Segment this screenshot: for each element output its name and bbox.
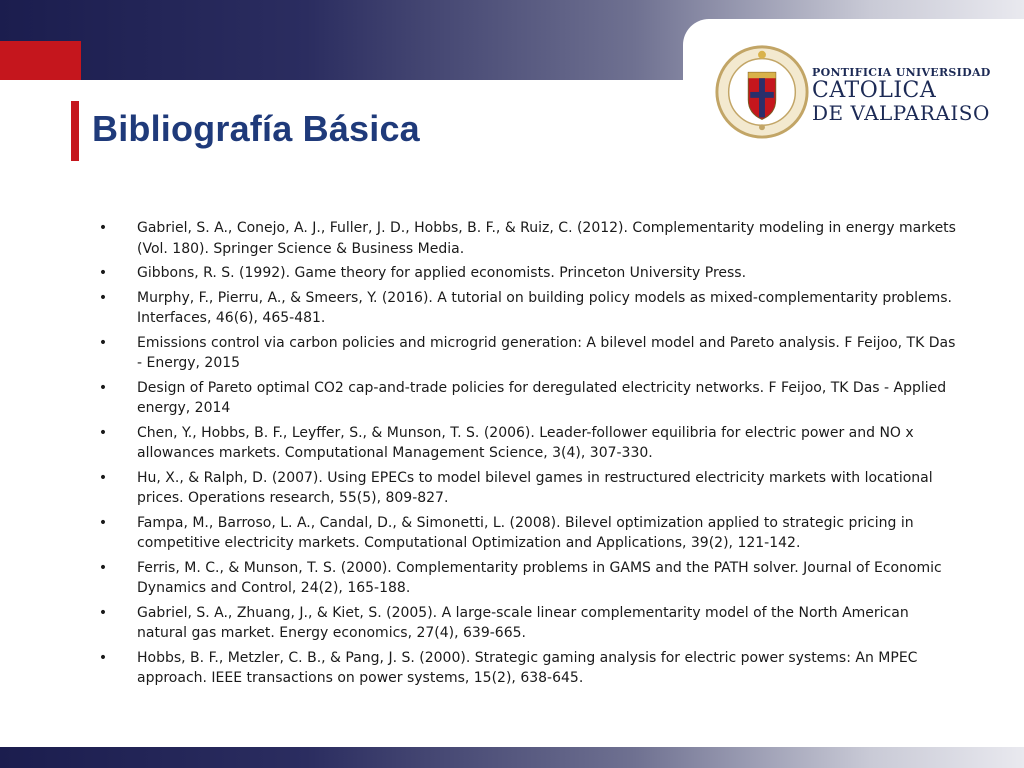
reference-item — [97, 218, 957, 259]
bullet-icon: • — [98, 649, 108, 666]
reference-item — [97, 333, 957, 374]
reference-item — [97, 468, 957, 509]
reference-item — [97, 378, 957, 419]
reference-text: Emissions control via carbon policies and microgrid generation: A bilevel model and Pareto analysis. F Feijoo, TK Das - Energy, 2015 — [137, 334, 956, 371]
bullet-icon: • — [98, 379, 108, 396]
reference-text: Design of Pareto optimal CO2 cap-and-trade policies for deregulated electricity networks. F Feijoo, TK Das - Applied energy, 2014 — [137, 379, 947, 416]
reference-item — [97, 423, 957, 464]
bullet-icon: • — [98, 559, 108, 576]
university-name-line1: PONTIFICIA UNIVERSIDAD — [812, 66, 991, 79]
reference-text: Gabriel, S. A., Conejo, A. J., Fuller, J. D., Hobbs, B. F., & Ruiz, C. (2012). Complementarity modeling in energy markets (Vol. 180). Springer Science & Business Media. — [137, 220, 956, 257]
reference-text: Murphy, F., Pierru, A., & Smeers, Y. (2016). A tutorial on building policy models as mixed-complementarity problems. Interfaces, 46(6), 465-481. — [137, 289, 953, 326]
reference-item — [97, 648, 957, 689]
footer-band — [0, 747, 1024, 768]
reference-text: Hobbs, B. F., Metzler, C. B., & Pang, J. S. (2000). Strategic gaming analysis for electric power systems: An MPEC approach. IEEE transactions on power systems, 15(2), 638-645. — [137, 649, 918, 686]
reference-text: Fampa, M., Barroso, L. A., Candal, D., & Simonetti, L. (2008). Bilevel optimization applied to strategic pricing in competitive electricity markets. Computational Optimization and Applications, 39(2), 121-142. — [137, 514, 914, 551]
header-red-accent — [0, 41, 81, 80]
reference-text: Gabriel, S. A., Zhuang, J., & Kiet, S. (2005). A large-scale linear complementarity model of the North American natural gas market. Energy economics, 27(4), 639-665. — [137, 604, 909, 641]
bullet-icon: • — [98, 604, 108, 621]
university-name-line3: DE VALPARAISO — [812, 101, 990, 125]
reference-item — [97, 603, 957, 644]
reference-text: Hu, X., & Ralph, D. (2007). Using EPECs to model bilevel games in restructured electricity markets with locational prices. Operations research, 55(5), 809-827. — [137, 469, 933, 506]
bullet-icon: • — [98, 265, 108, 281]
bullet-icon: • — [98, 469, 108, 486]
reference-item — [97, 558, 957, 599]
university-name-line2: CATOLICA — [812, 78, 937, 103]
reference-text: Chen, Y., Hobbs, B. F., Leyffer, S., & Munson, T. S. (2006). Leader-follower equilibria for electric power and NO x allowances markets. Computational Management Science, 3(4), 307-330. — [137, 424, 914, 461]
reference-item — [97, 263, 957, 284]
bullet-icon: • — [98, 220, 108, 236]
bullet-icon: • — [98, 334, 108, 351]
slide-title: Bibliografía Básica — [92, 108, 420, 149]
reference-item — [97, 288, 957, 329]
university-name — [812, 66, 991, 124]
bullet-icon: • — [98, 514, 108, 531]
title-accent-bar — [71, 101, 79, 161]
bullet-icon: • — [98, 424, 108, 441]
reference-text: Ferris, M. C., & Munson, T. S. (2000). Complementarity problems in GAMS and the PATH solver. Journal of Economic Dynamics and Control, 24(2), 165-188. — [137, 559, 942, 596]
reference-list — [97, 218, 957, 693]
university-seal-icon — [713, 40, 811, 140]
bullet-icon: • — [98, 289, 108, 306]
reference-text: Gibbons, R. S. (1992). Game theory for applied economists. Princeton University Press. — [137, 265, 747, 281]
reference-item — [97, 513, 957, 554]
